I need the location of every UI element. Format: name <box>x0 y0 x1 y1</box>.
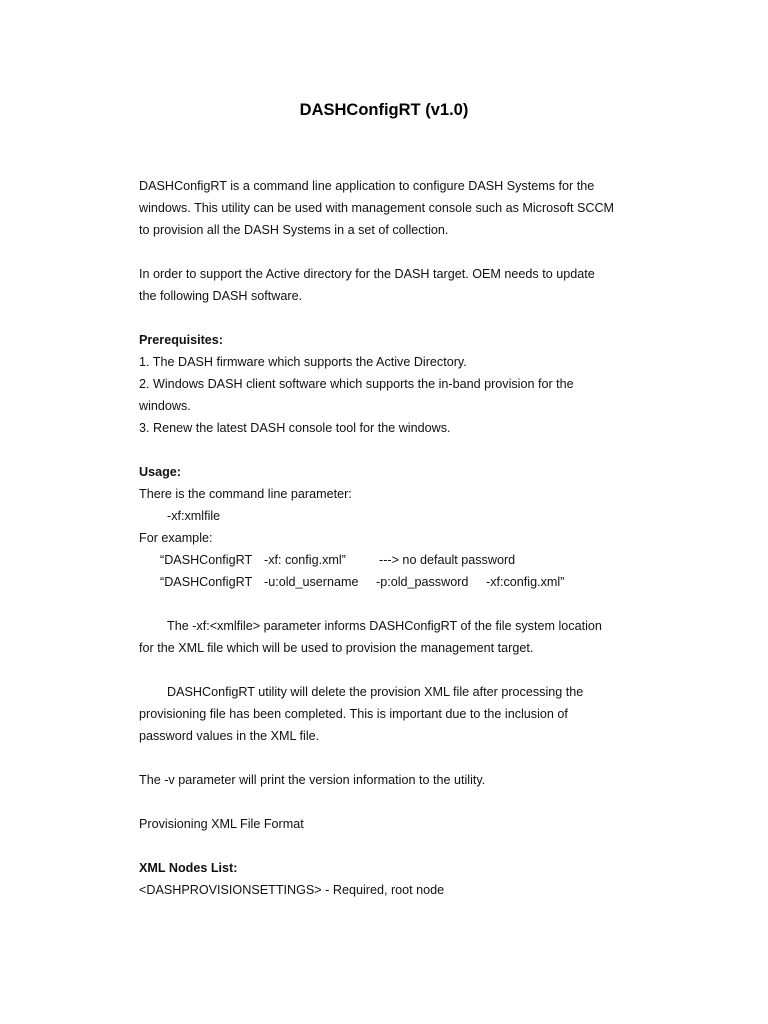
version-desc: The -v parameter will print the version information to the utility. <box>139 773 486 787</box>
example-2-xmlfile: -xf:config.xml” <box>486 575 565 589</box>
prerequisites-heading: Prerequisites: <box>139 333 223 347</box>
prerequisite-item-2-cont: windows. <box>139 399 191 413</box>
prerequisite-item-2: 2. Windows DASH client software which supports the in-band provision for the <box>139 377 574 391</box>
example-2-username: -u:old_username <box>264 575 359 589</box>
usage-heading: Usage: <box>139 465 181 479</box>
example-2-command: “DASHConfigRT <box>160 575 253 589</box>
example-2-password: -p:old_password <box>376 575 469 589</box>
spacer <box>139 593 639 615</box>
usage-example-2 <box>139 571 639 593</box>
delete-desc-line-1: DASHConfigRT utility will delete the provision XML file after processing the <box>167 685 584 699</box>
oem-note-line-1: In order to support the Active directory for the DASH target. OEM needs to update <box>139 267 595 281</box>
delete-desc-line-3: password values in the XML file. <box>139 729 320 743</box>
example-1-command: “DASHConfigRT <box>160 553 253 567</box>
delete-desc-line-2: provisioning file has been completed. This is important due to the inclusion of <box>139 707 568 721</box>
document-title: DASHConfigRT (v1.0) <box>299 101 469 119</box>
oem-note-line-2: the following DASH software. <box>139 289 303 303</box>
prerequisite-item-1: 1. The DASH firmware which supports the Active Directory. <box>139 355 467 369</box>
usage-param: -xf:xmlfile <box>167 509 221 523</box>
spacer <box>139 835 639 857</box>
xml-format-heading: Provisioning XML File Format <box>139 817 304 831</box>
xf-desc-line-2: for the XML file which will be used to provision the management target. <box>139 641 534 655</box>
spacer <box>139 307 639 329</box>
usage-param-intro: There is the command line parameter: <box>139 487 352 501</box>
xf-desc-line-1: The -xf:<xmlfile> parameter informs DASHConfigRT of the file system location <box>167 619 602 633</box>
xml-nodes-heading: XML Nodes List: <box>139 861 238 875</box>
spacer <box>139 747 639 769</box>
intro-line-2: windows. This utility can be used with management console such as Microsoft SCCM <box>139 201 615 215</box>
intro-line-1: DASHConfigRT is a command line application to configure DASH Systems for the <box>139 179 595 193</box>
spacer <box>139 791 639 813</box>
example-1-note: ---> no default password <box>379 553 516 567</box>
example-1-argument: -xf: config.xml” <box>264 553 346 567</box>
intro-line-3: to provision all the DASH Systems in a set of collection. <box>139 223 449 237</box>
usage-example-intro: For example: <box>139 531 213 545</box>
spacer <box>139 659 639 681</box>
spacer <box>139 241 639 263</box>
prerequisite-item-3: 3. Renew the latest DASH console tool for the windows. <box>139 421 451 435</box>
document-body <box>139 175 639 901</box>
xml-node-root: <DASHPROVISIONSETTINGS> - Required, root node <box>139 883 445 897</box>
usage-example-1 <box>139 549 639 571</box>
spacer <box>139 439 639 461</box>
